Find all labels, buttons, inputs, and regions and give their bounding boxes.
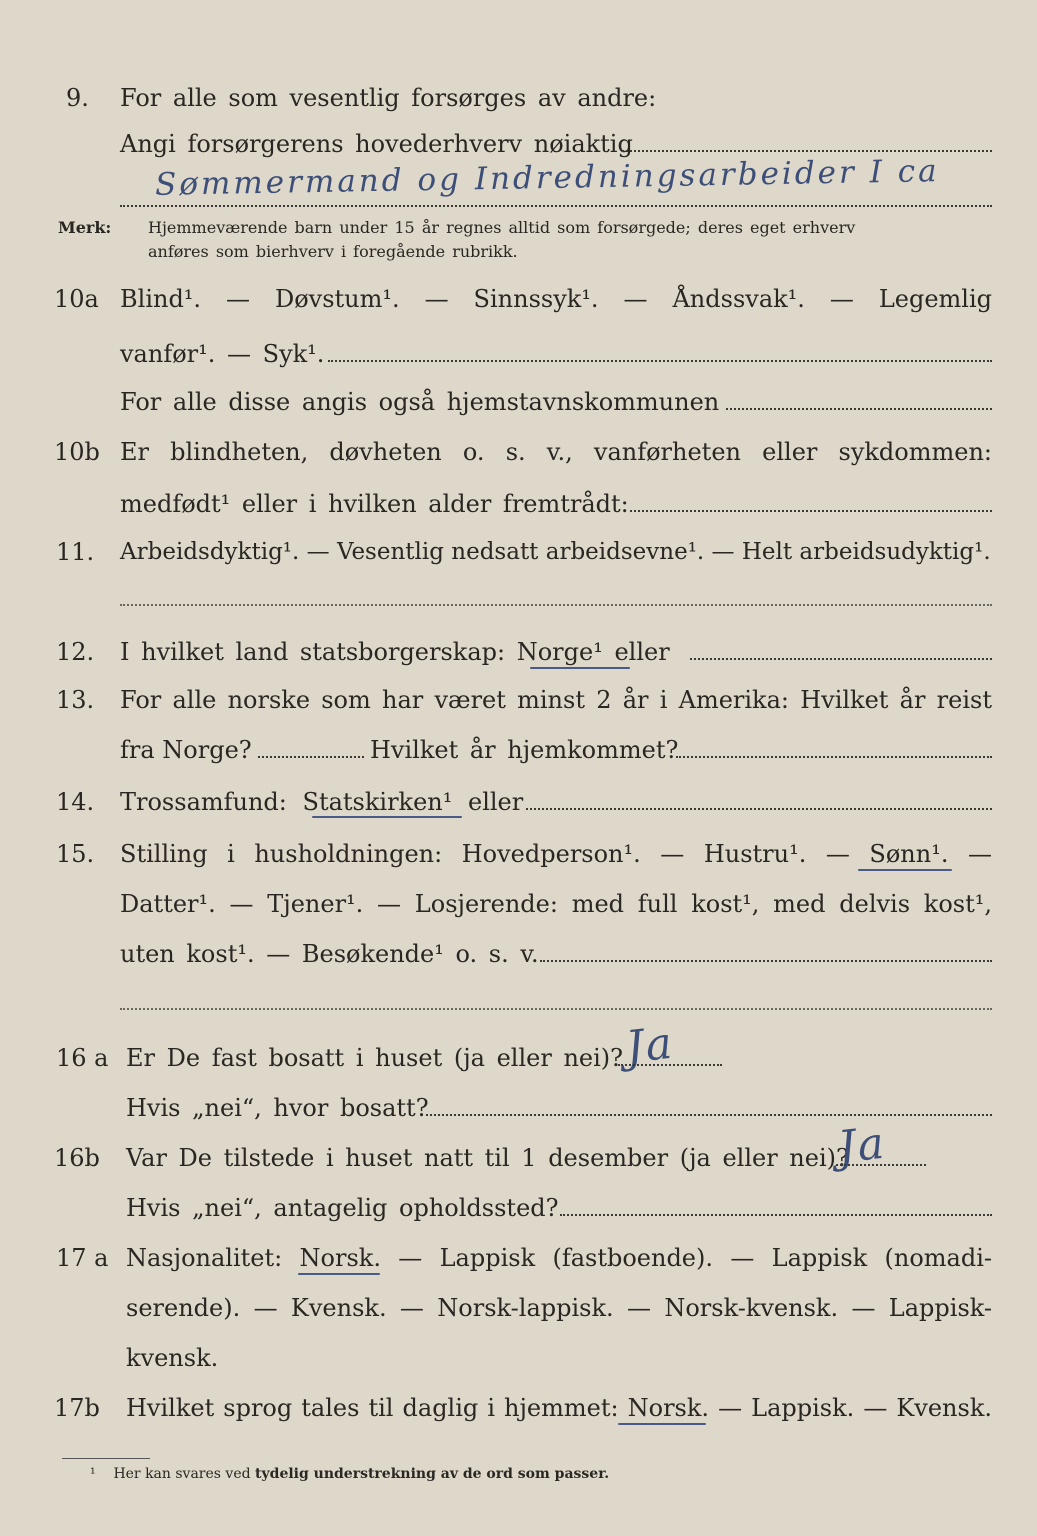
- q9-question: For alle som vesentlig forsørges av andre:: [120, 84, 657, 112]
- q17a-line1: [0, 1238, 1037, 1278]
- q17a-text2: serende). — Kvensk. — Norsk-lappisk. — Norsk-kvensk. — Lappisk-: [126, 1294, 992, 1322]
- q16a-handwritten-answer: Ja: [623, 1017, 677, 1074]
- q10b-text2: medfødt¹ eller i hvilken alder fremtrådt:: [120, 490, 629, 518]
- footnote-bold-text: tydelig understrekning av de ord som passer.: [255, 1466, 610, 1482]
- q17b-number: 17b: [54, 1394, 100, 1422]
- q10b-number: 10b: [54, 438, 100, 466]
- q11-number: 11.: [56, 538, 95, 566]
- q15-text3: uten kost¹. — Besøkende¹ o. s. v.: [120, 940, 539, 968]
- q9-handwritten-answer: Sømmermand og Indredningsarbeider I ca: [154, 153, 940, 203]
- q16b-line2: [0, 1188, 1037, 1228]
- merk-line1: Hjemmeværende barn under 15 år regnes alltid som forsørgede; deres eget erhverv: [148, 218, 856, 237]
- q10b-fill-line: [630, 510, 992, 512]
- q14-statskirken-underline: [312, 816, 462, 818]
- q15-sonn-underline: [858, 869, 952, 871]
- q10a-text2: vanfør¹. — Syk¹.: [120, 340, 325, 368]
- q11-line1: [0, 532, 1037, 572]
- q16b-fill-line1: [836, 1164, 926, 1166]
- q16b-fill-line2: [560, 1214, 992, 1216]
- q16a-line1: [0, 1038, 1037, 1078]
- q13-text2a: fra Norge?: [120, 736, 252, 764]
- q10a-text3: For alle disse angis også hjemstavnskommunen: [120, 388, 720, 416]
- q15-number: 15.: [56, 840, 95, 868]
- q9-answer-line: [120, 205, 992, 207]
- q17a-norsk-underline: [298, 1273, 380, 1275]
- q12-line1: [0, 632, 1037, 672]
- q11-answer-line: [120, 604, 992, 606]
- q14-number: 14.: [56, 788, 95, 816]
- q17a-text1: Nasjonalitet: Norsk. — Lappisk (fastboende). — Lappisk (nomadi-: [126, 1244, 992, 1272]
- q10b-text1: Er blindheten, døvheten o. s. v., vanførheten eller sykdommen:: [120, 438, 992, 466]
- q10b-line1: [0, 432, 1037, 472]
- q10a-line1: [0, 279, 1037, 319]
- footnote: [90, 1462, 609, 1486]
- q13-number: 13.: [56, 686, 95, 714]
- q16a-text2: Hvis „nei“, hvor bosatt?: [126, 1094, 429, 1122]
- q12-number: 12.: [56, 638, 95, 666]
- q13-line2: [0, 730, 1037, 770]
- q16b-text2: Hvis „nei“, antagelig opholdssted?: [126, 1194, 559, 1222]
- q14-text: Trossamfund: Statskirken¹ eller: [120, 788, 524, 816]
- q9-fill-line: [622, 150, 992, 152]
- q15-line1: [0, 834, 1037, 874]
- q16a-text1: Er De fast bosatt i huset (ja eller nei)?: [126, 1044, 624, 1072]
- q15-line3: [0, 934, 1037, 974]
- q10b-line2: [0, 484, 1037, 524]
- q15-text2: Datter¹. — Tjener¹. — Losjerende: med full kost¹, med delvis kost¹,: [120, 890, 992, 918]
- q17b-norsk-underline: [618, 1423, 706, 1425]
- q16b-text1: Var De tilstede i huset natt til 1 desember (ja eller nei)?: [126, 1144, 849, 1172]
- q17a-line3: [0, 1338, 1037, 1378]
- q15-fill-line: [540, 960, 992, 962]
- q10a-fill-line1: [328, 360, 992, 362]
- merk-line2: anføres som bierhverv i foregående rubrikk.: [148, 242, 518, 261]
- q16a-fill-line1: [618, 1064, 722, 1066]
- q12-fill-line: [690, 658, 992, 660]
- q17a-text3: kvensk.: [126, 1344, 219, 1372]
- q13-line1: [0, 680, 1037, 720]
- q16a-number: 16 a: [56, 1044, 109, 1072]
- merk-label: Merk:: [58, 218, 112, 237]
- q10a-fill-line2: [726, 408, 992, 410]
- q17b-line1: [0, 1388, 1037, 1428]
- q11-text: Arbeidsdyktig¹. — Vesentlig nedsatt arbeidsevne¹. — Helt arbeidsudyktig¹.: [120, 539, 991, 565]
- q9-number: 9.: [66, 84, 89, 112]
- q15-answer-line: [120, 1008, 992, 1010]
- q10a-text1: Blind¹. — Døvstum¹. — Sinnssyk¹. — Åndssvak¹. — Legemlig: [120, 285, 992, 313]
- q13-text2b: Hvilket år hjemkommet?: [370, 736, 679, 764]
- q9-instruction: Angi forsørgerens hovederhverv nøiaktig: [120, 130, 633, 158]
- q13-text1: For alle norske som har været minst 2 år i Amerika: Hvilket år reist: [120, 686, 992, 714]
- q17a-line2: [0, 1288, 1037, 1328]
- q17a-number: 17 a: [56, 1244, 109, 1272]
- q16b-number: 16b: [54, 1144, 100, 1172]
- q10a-line3: [0, 382, 1037, 422]
- q14-fill-line: [526, 808, 992, 810]
- footnote-mark: ¹: [90, 1466, 96, 1482]
- q12-norge-underline: [530, 667, 630, 669]
- q10a-line2: [0, 334, 1037, 374]
- q13-fill-line2: [676, 756, 992, 758]
- q15-line2: [0, 884, 1037, 924]
- q14-line1: [0, 782, 1037, 822]
- q17b-text1: Hvilket sprog tales til daglig i hjemmet: Norsk. — Lappisk. — Kvensk.: [126, 1394, 992, 1422]
- q16b-handwritten-answer: Ja: [835, 1117, 889, 1174]
- footnote-rule: [62, 1458, 150, 1459]
- q9-line1: [0, 78, 1037, 118]
- footnote-text: Her kan svares ved: [113, 1466, 251, 1482]
- q16a-fill-line2: [426, 1114, 992, 1116]
- q10a-number: 10a: [54, 285, 99, 313]
- q15-text1: Stilling i husholdningen: Hovedperson¹. — Hustru¹. — Sønn¹. —: [120, 840, 992, 868]
- q12-text: I hvilket land statsborgerskap: Norge¹ eller: [120, 638, 670, 666]
- q13-fill-line1: [258, 756, 364, 758]
